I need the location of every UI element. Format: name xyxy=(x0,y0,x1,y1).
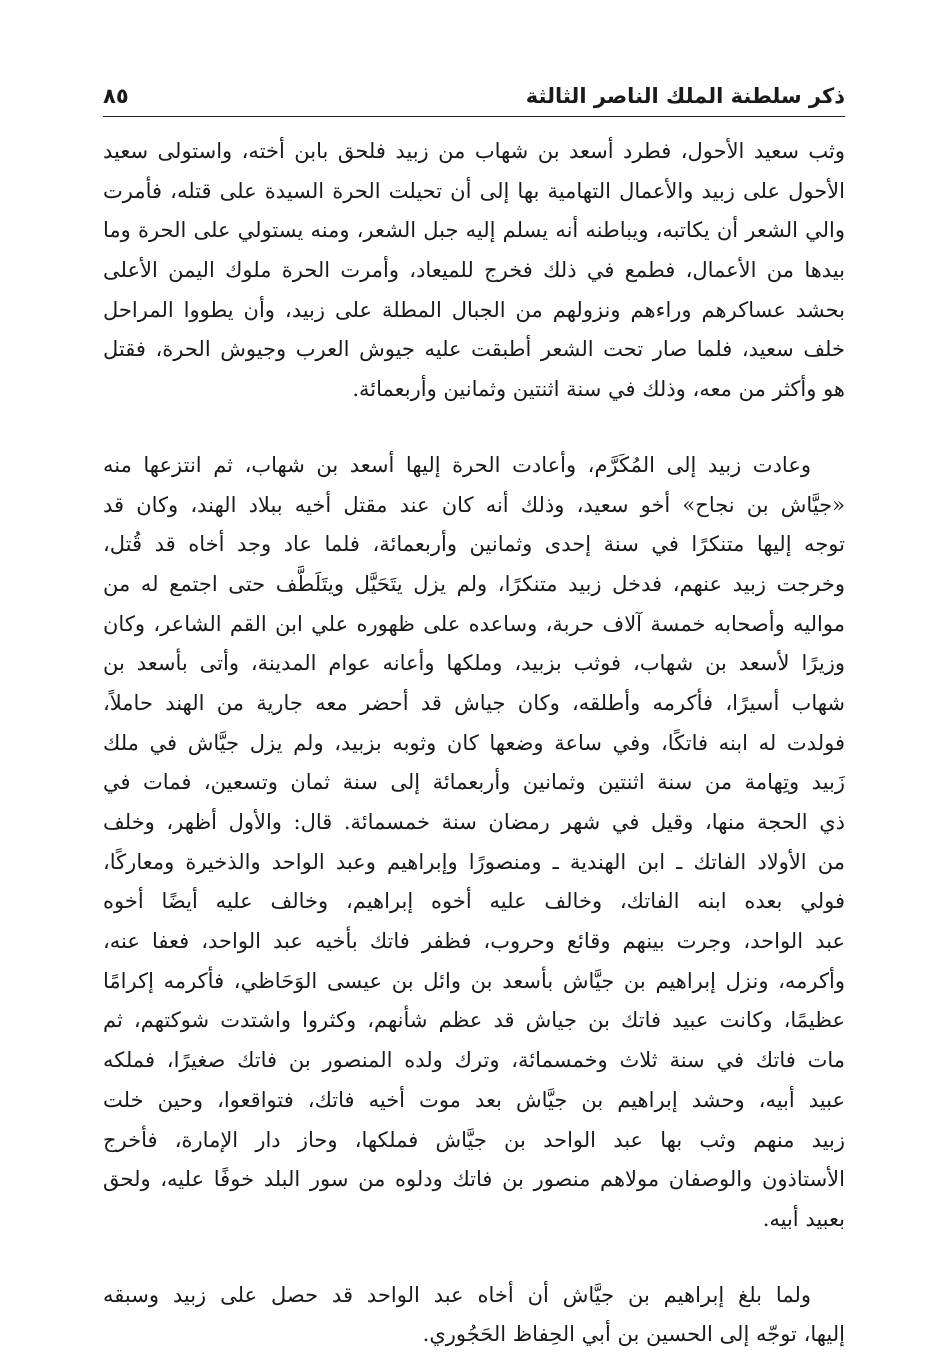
text-line: وعادت زبيد إلى المُكَرَّم، وأعادت الحرة إليها أسعد بن شهاب، ثم انتزعها منه xyxy=(103,452,811,477)
text-line: إليها، توجّه إلى الحسين بن أبي الحِفاظ الحَجُوري. xyxy=(422,1322,845,1347)
text-line: الأحول على زبيد والأعمال التهامية بها إلى أن تحيلت الحرة السيدة على قتله، فأمرت xyxy=(103,178,845,203)
header-rule xyxy=(103,116,845,117)
text-line: شهاب أسيرًا، فأكرمه وأطلقه، وكان جياش قد أحضر معه جارية من الهند حاملاً، xyxy=(103,690,845,715)
text-line: مواليه وأصحابه خمسة آلاف حربة، وساعده على ظهوره علي ابن القم الشاعر، وكان xyxy=(103,611,845,636)
paragraph-gap xyxy=(103,410,845,446)
text-line: عبيد أبيه، وحشد إبراهيم بن جيَّاش بعد موت أخيه فاتك، فتواقعوا، وحين خلت xyxy=(103,1087,845,1112)
text-line: وأكرمه، ونزل إبراهيم بن جيَّاش بأسعد بن وائل بن عيسى الوَحَاظي، فأكرمه إكرامًا xyxy=(103,968,845,993)
text-line: بحشد عساكرهم وراءهم ونزولهم من الجبال المطلة على زبيد، وأن يطووا المراحل xyxy=(103,297,845,322)
body-text xyxy=(103,132,845,1355)
text-line: والي الشعر أن يكاتبه، ويباطنه أنه يسلم إليه جبل الشعر، ومنه يستولي على الحرة وما xyxy=(103,218,845,243)
text-line: خلف سعيد، فلما صار تحت الشعر أطبقت عليه جيوش العرب وجيوش الحرة، فقتل xyxy=(103,337,845,362)
page-number: ٨٥ xyxy=(103,84,129,108)
text-line: هو وأكثر من معه، وذلك في سنة اثنتين وثمانين وأربعمائة. xyxy=(352,377,845,402)
text-line: توجه إليها متنكرًا في سنة إحدى وثمانين وأربعمائة، فلما عاد وجد أخاه قد قُتل، xyxy=(103,532,845,557)
text-line: بيدها من الأعمال، فطمع في ذلك فخرج للميعاد، وأمرت الحرة ملوك اليمن الأعلى xyxy=(103,258,845,283)
text-line: وثب سعيد الأحول، فطرد أسعد بن شهاب من زبيد فلحق بابن أخته، واستولى سعيد xyxy=(103,139,845,163)
text-line: «جيَّاش بن نجاح» أخو سعيد، وذلك أنه كان عند مقتل أخيه ببلاد الهند، وكان قد xyxy=(103,492,845,517)
text-line: زبيد منهم وثب بها عبد الواحد بن جيَّاش فملكها، وحاز دار الإمارة، فأخرج xyxy=(103,1127,845,1152)
text-line: وزيرًا لأسعد بن شهاب، فوثب بزبيد، وملكها وأعانه عوام المدينة، وأتى بأسعد بن xyxy=(103,651,845,676)
text-line: عبد الواحد، وجرت بينهم وقائع وحروب، فظفر فاتك بأخيه عبد الواحد، فعفا عنه، xyxy=(103,929,845,954)
running-header xyxy=(103,78,845,118)
text-line: بعبيد أبيه. xyxy=(762,1206,845,1231)
text-line: وخرجت زبيد عنهم، فدخل زبيد متنكرًا، ولم يزل يتَحَيَّل ويتَلَطَّف حتى اجتمع له من xyxy=(103,571,845,596)
text-line: زَبيد وتِهامة من سنة اثنتين وثمانين وأربعمائة إلى سنة ثمان وتسعين، فمات في xyxy=(103,770,845,795)
text-line: فولي بعده ابنه الفاتك، وخالف عليه أخوه إبراهيم، وخالف عليه أيضًا أخوه xyxy=(103,889,845,914)
text-line: من الأولاد الفاتك ـ ابن الهندية ـ ومنصورًا وإبراهيم وعبد الواحد والذخيرة ومعاركًا، xyxy=(103,849,845,874)
text-line: ذي الحجة منها، وقيل في شهر رمضان سنة خمسمائة. قال: والأول أظهر، وخلف xyxy=(103,810,845,834)
text-line: فولدت له ابنه فاتكًا، وفي ساعة وضعها كان وثوبه بزبيد، ولم يزل جيَّاش في ملك xyxy=(103,730,845,755)
text-line: الأستاذون والوصفان مولاهم منصور بن فاتك ودلوه من سور البلد خوفًا عليه، ولحق xyxy=(103,1167,845,1192)
chapter-title: ذكر سلطنة الملك الناصر الثالثة xyxy=(525,84,845,108)
paragraph-gap xyxy=(103,1240,845,1276)
text-line: ولما بلغ إبراهيم بن جيَّاش أن أخاه عبد الواحد قد حصل على زبيد وسبقه xyxy=(103,1282,811,1307)
text-line: عظيمًا، وكانت عبيد فاتك بن جياش قد عظم شأنهم، وكثروا واشتدت شوكتهم، ثم xyxy=(103,1008,845,1033)
text-line: مات فاتك في سنة ثلاث وخمسمائة، وترك ولده المنصور بن فاتك صغيرًا، فملكه xyxy=(103,1048,845,1073)
